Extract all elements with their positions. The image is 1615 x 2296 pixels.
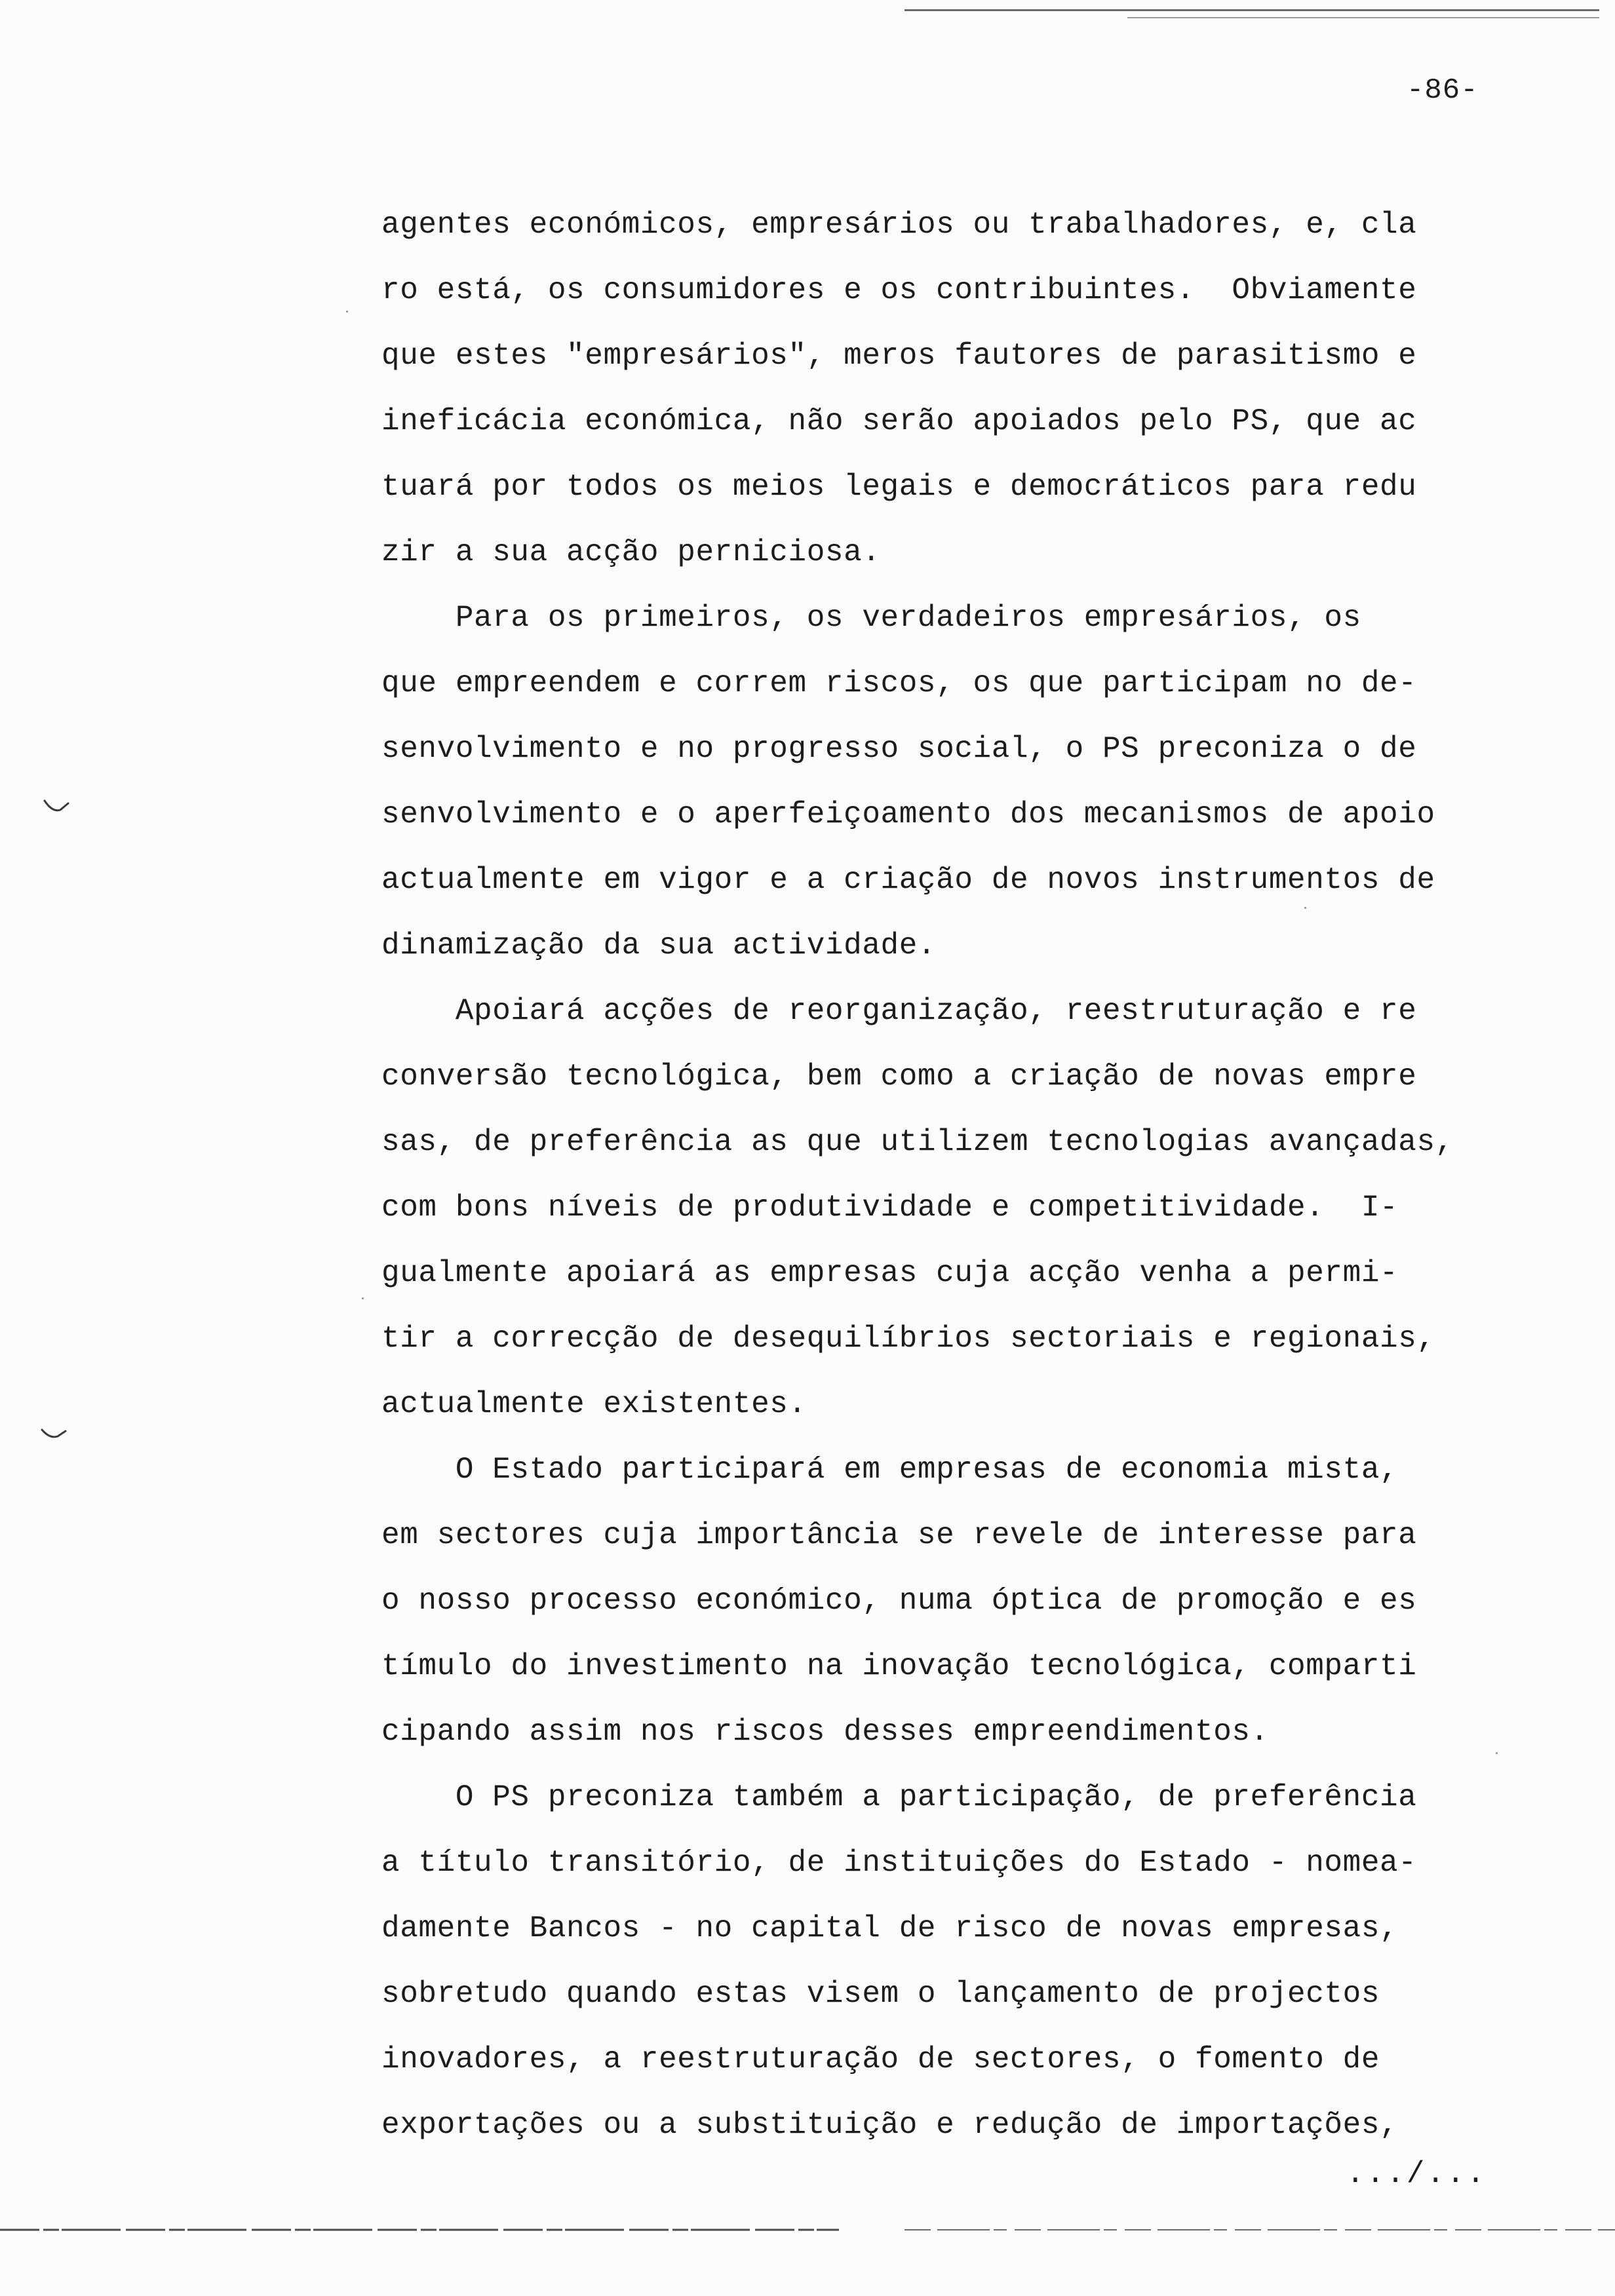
text-line: actualmente existentes.: [381, 1387, 807, 1421]
text-line: inovadores, a reestruturação de sectores, o fomento de: [381, 2042, 1380, 2076]
text-line: conversão tecnológica, bem como a criação de novas empre: [381, 1060, 1417, 1094]
paragraph-3: [381, 986, 1535, 1445]
text-line: cipando assim nos riscos desses empreendimentos.: [381, 1715, 1269, 1749]
text-line: gualmente apoiará as empresas cuja acção venha a permi-: [381, 1256, 1399, 1290]
text-line: dinamização da sua actividade.: [381, 928, 937, 963]
paragraph-4: [381, 1445, 1535, 1772]
text-line: O PS preconiza também a participação, de preferência: [381, 1780, 1417, 1814]
top-rule-secondary: [1127, 17, 1599, 18]
text-line: senvolvimento e o aperfeiçoamento dos mecanismos de apoio: [381, 797, 1435, 832]
text-line: ineficácia económica, não serão apoiados pelo PS, que ac: [381, 404, 1417, 438]
text-line: tuará por todos os meios legais e democráticos para redu: [381, 470, 1417, 504]
bottom-scan-rule: [0, 2228, 1615, 2232]
continuation-mark: .../...: [1346, 2157, 1487, 2191]
top-rule: [905, 9, 1599, 11]
text-line: que estes "empresários", meros fautores de parasitismo e: [381, 339, 1417, 373]
text-line: tímulo do investimento na inovação tecnológica, comparti: [381, 1649, 1417, 1683]
paragraph-1: [381, 200, 1535, 593]
scan-speck: [362, 1297, 364, 1299]
scan-speck: [346, 311, 348, 313]
text-line: a título transitório, de instituições do Estado - nomea-: [381, 1846, 1417, 1880]
text-line: em sectores cuja importância se revele de interesse para: [381, 1518, 1417, 1552]
text-line: sas, de preferência as que utilizem tecnologias avançadas,: [381, 1125, 1454, 1159]
text-line: zir a sua acção perniciosa.: [381, 535, 881, 569]
text-line: O Estado participará em empresas de economia mista,: [381, 1453, 1399, 1487]
text-line: sobretudo quando estas visem o lançamento de projectos: [381, 1977, 1380, 2011]
text-line: Apoiará acções de reorganização, reestruturação e re: [381, 994, 1417, 1028]
text-line: agentes económicos, empresários ou trabalhadores, e, cla: [381, 208, 1417, 242]
paragraph-5: [381, 1772, 1535, 2166]
text-line: o nosso processo económico, numa óptica de promoção e es: [381, 1584, 1417, 1618]
page-number: -86-: [1407, 74, 1479, 107]
text-line: Para os primeiros, os verdadeiros empresários, os: [381, 601, 1361, 635]
text-line: actualmente em vigor e a criação de novos instrumentos de: [381, 863, 1435, 897]
scan-speck: [1496, 1752, 1498, 1754]
text-line: tir a correcção de desequilíbrios sectoriais e regionais,: [381, 1322, 1435, 1356]
text-line: exportações ou a substituição e redução de importações,: [381, 2108, 1399, 2142]
body-text: [381, 200, 1535, 2166]
margin-check-mark: [41, 1426, 67, 1442]
text-line: que empreendem e correm riscos, os que participam no de-: [381, 666, 1417, 700]
text-line: ro está, os consumidores e os contribuintes. Obviamente: [381, 273, 1417, 307]
scan-speck: [1304, 907, 1306, 909]
text-line: senvolvimento e no progresso social, o PS preconiza o de: [381, 732, 1417, 766]
paragraph-2: [381, 593, 1535, 986]
text-line: damente Bancos - no capital de risco de novas empresas,: [381, 1911, 1399, 1945]
text-line: com bons níveis de produtividade e competitividade. I-: [381, 1191, 1399, 1225]
margin-check-mark: [43, 798, 69, 814]
